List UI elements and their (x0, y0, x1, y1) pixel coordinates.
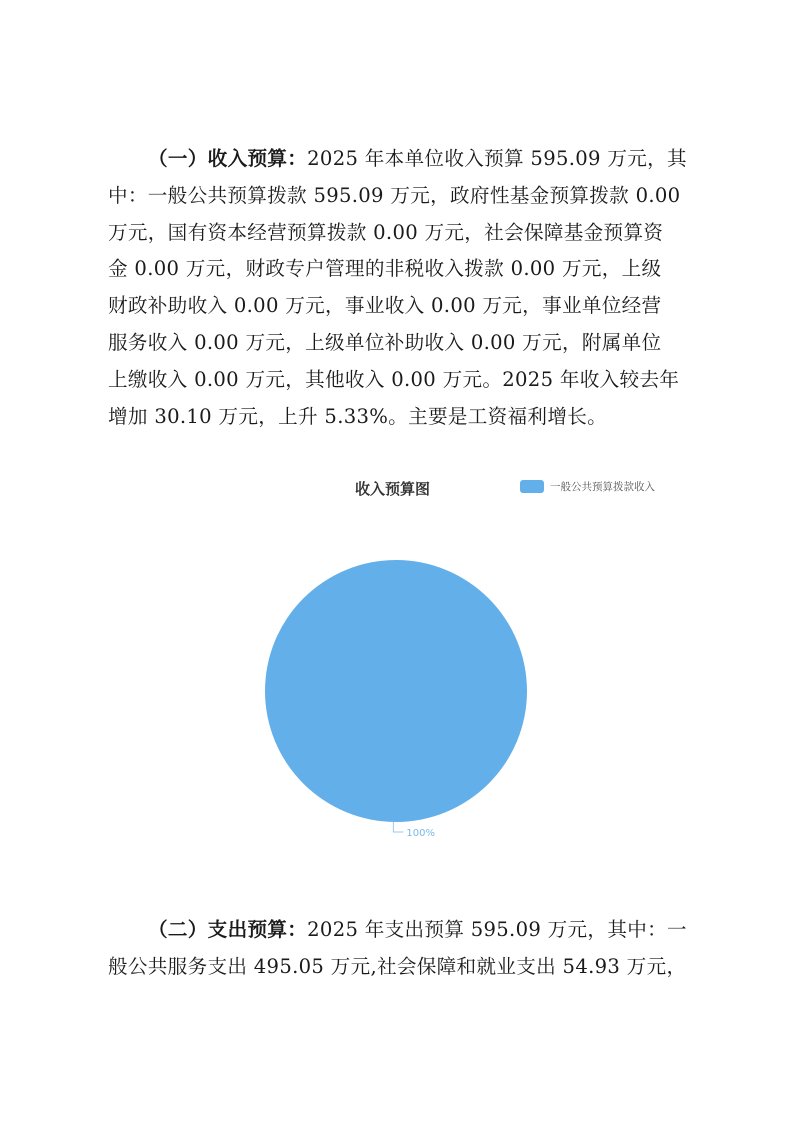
expenditure-budget-paragraph (108, 912, 688, 986)
line-text: 2025 年本单位收入预算 595.09 万元，其 (307, 147, 687, 170)
paragraph-line (108, 141, 688, 178)
chart-title: 收入预算图 (355, 480, 431, 498)
chart-legend[interactable] (520, 479, 655, 494)
data-label-leader (393, 822, 403, 832)
income-budget-chart (150, 470, 710, 850)
paragraph-line: 财政补助收入 0.00 万元，事业收入 0.00 万元，事业单位经营 (108, 294, 662, 318)
paragraph-line: 般公共服务支出 495.05 万元,社会保障和就业支出 54.93 万元， (108, 954, 687, 978)
pie-chart-svg (150, 470, 710, 850)
data-label: 100% (406, 827, 435, 839)
paragraph-line: 金 0.00 万元，财政专户管理的非税收入拨款 0.00 万元，上级 (108, 257, 662, 281)
legend-swatch (520, 480, 544, 493)
paragraph-line: 增加 30.10 万元，上升 5.33%。主要是工资福利增长。 (108, 404, 608, 428)
legend-label: 一般公共预算拨款收入 (550, 481, 655, 493)
income-budget-paragraph (108, 141, 688, 435)
paragraph-line: 上缴收入 0.00 万元，其他收入 0.00 万元。2025 年收入较去年 (108, 367, 680, 391)
paragraph-line (108, 912, 688, 949)
paragraph-line: 中：一般公共预算拨款 595.09 万元，政府性基金预算拨款 0.00 (108, 183, 681, 207)
line-text: 2025 年支出预算 595.09 万元，其中：一 (307, 918, 687, 941)
paragraph-line: 万元，国有资本经营预算拨款 0.00 万元，社会保障基金预算资 (108, 220, 664, 244)
pie-slice[interactable] (265, 560, 527, 822)
paragraph-line: 服务收入 0.00 万元，上级单位补助收入 0.00 万元，附属单位 (108, 330, 662, 354)
section-heading: （二）支出预算： (148, 918, 308, 941)
section-heading: （一）收入预算： (148, 147, 308, 170)
